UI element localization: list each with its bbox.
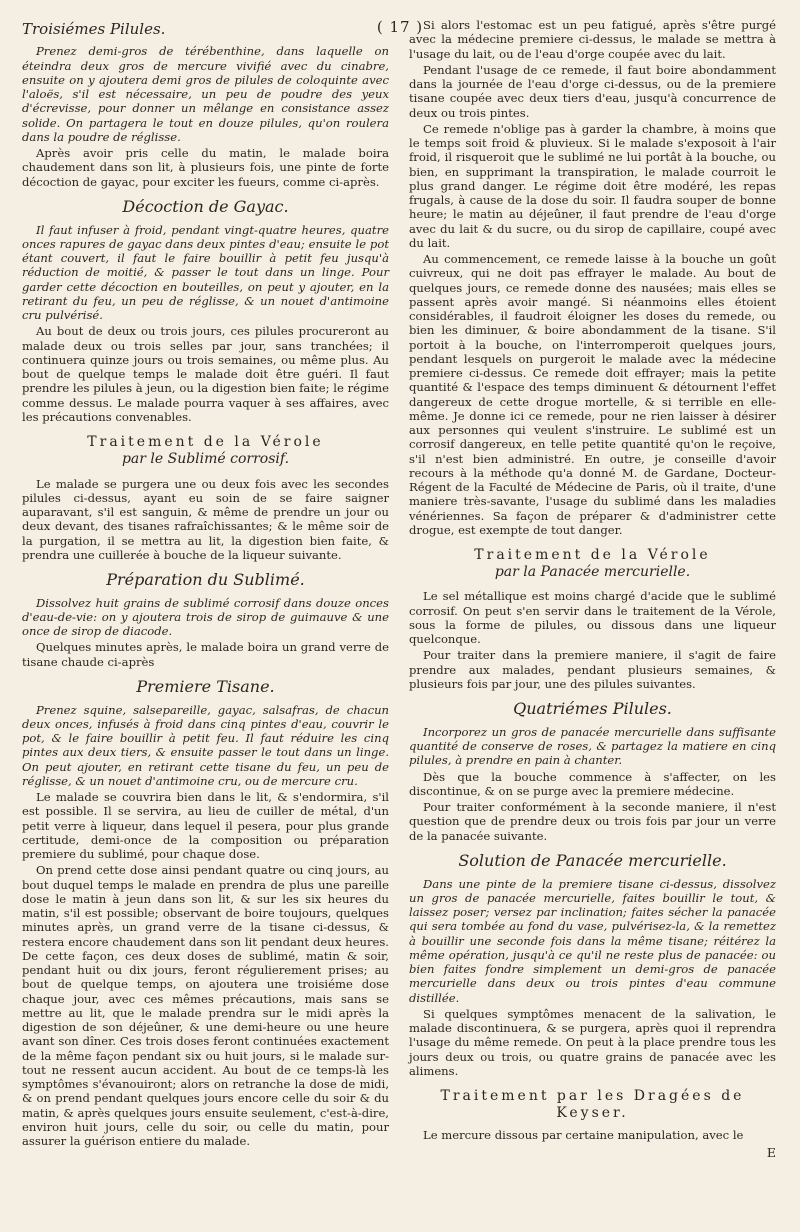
heading-dragees-keyser: Traitement par les Dragées de Keyser. [440, 1088, 745, 1122]
heading-premiere-tisane: Premiere Tisane. [136, 676, 275, 696]
paragraph: Prenez demi-gros de térébenthine, dans laquelle on éteindra deux gros de mercure vivifié avec du cinabre, ensuite on y ajoutera demi gros de pilules de coloquinte avec l'aloës, s'il est nécessaire, un peu de poudre des yeux d'écrevisse, pour donner un mêlange en consistance assez solide. On partagera le tout en douze pilules, qu'on roulera dans la poudre de réglisse. [22, 44, 389, 144]
paragraph: Le malade se couvrira bien dans le lit, & s'endormira, s'il est possible. Il se servira, au lieu de cuiller de métal, d'un petit verre à liqueur, dans lequel il pesera, pour plus grande certitude, demi-once de la composition ou préparation premiere du sublimé, pour chaque dose. [22, 790, 389, 862]
paragraph: Le mercure dissous par certaine manipulation, avec le [423, 1128, 744, 1143]
heading-solution-panacee: Solution de Panacée mercurielle. [458, 850, 727, 870]
paragraph: Ce remede n'oblige pas à garder la chambre, à moins que le temps soit froid & pluvieux. Si le malade s'exposoit à l'air froid, il risqueroit que le sublimé ne lui portât à la bouche, ou bien, en supprimant la transpiration, le malade courroit le plus grand danger. Le régime doit être modéré, les repas frugals, à cause de la dose du soir. Il faudra souper de bonne heure; le matin au déjeûner, il faut prendre de l'eau d'orge avec du lait & du sucre, ou du sirop de capillaire, coupé avec du lait. [409, 121, 776, 250]
paragraph: Le sel métallique est moins chargé d'acide que le sublimé corrosif. On peut s'en servir dans le traitement de la Vérole, sous la forme de pilules, ou dissous dans une liqueur quelconque. [409, 589, 776, 647]
paragraph: Dans une pinte de la premiere tisane ci-dessus, dissolvez un gros de panacée mercurielle, faites bouillir le tout, & laissez poser; versez par inclination; faites sécher la panacée qui sera tombée au fond du vase, pulvérisez-la, & la remettez à bouillir une seconde fois dans la même tisane; réitérez la même opération, jusqu'à ce qu'il ne reste plus de panacée: ou bien faites fondre simplement un demi-gros de panacée mercurielle dans deux ou trois pintes d'eau commune distillée. [409, 876, 776, 1005]
paragraph: Pour traiter conformément à la seconde maniere, il n'est question que de prendre deux ou trois fois par jour un verre de la panacée suivante. [409, 800, 776, 843]
heading-traitement-sublime: Traitement de la Vérole [87, 434, 324, 451]
right-column [409, 18, 776, 1160]
paragraph: Après avoir pris celle du matin, le malade boira chaudement dans son lit, à plusieurs fois, une pinte de forte décoction de gayac, pour exciter les fueurs, comme ci-après. [22, 146, 389, 189]
paragraph: Si alors l'estomac est un peu fatigué, après s'être purgé avec la médecine premiere ci-dessus, le malade se mettra à l'usage du lait, ou de l'eau d'orge coupée avec du lait. [409, 18, 776, 61]
heading-decoction-gayac: Décoction de Gayac. [122, 196, 289, 216]
paragraph: Le malade se purgera une ou deux fois avec les secondes pilules ci-dessus, ayant eu soin de se faire saigner auparavant, s'il est sanguin, & même de prendre un jour ou deux devant, des tisanes rafraîchissantes; & le même soir de la purgation, il se mettra au lit, la digestion bien faite, & prendra une cuillerée à bouche de la liqueur suivante. [22, 476, 389, 562]
heading-traitement-panacee: Traitement de la Vérole [474, 547, 711, 563]
paragraph: On prend cette dose ainsi pendant quatre ou cinq jours, au bout duquel temps le malade en prendra de plus une pareille dose le matin à jeun dans son lit, & sur les six heures du matin, s'il est possible; observant de boire toujours, quelques minutes après, un grand verre de la tisane ci-dessus, & restera encore chaudement dans son lit pendant deux heures. De cette façon, ces deux doses de sublimé, matin & soir, pendant huit ou dix jours, feront régulierement prises; au bout de quelque temps, on ajoutera une troisiéme dose chaque jour, avec ces mêmes précautions, mais sans se mettre au lit, que le malade prendra sur le midi après la digestion de son déjeûner, & une demi-heure ou une heure avant son dîner. Ces trois doses feront continuées exactement de la même façon pendant six ou huit jours, si le malade sur-tout ne ressent aucun accident. Au bout de ce temps-là les symptômes s'évanouiront; alors on retranche la dose de midi, & on prend pendant quelques jours encore celle du soir & du matin, & après quelques jours ensuite seulement, c'est-à-dire, environ huit jours, celle du soir, ou celle du matin, pour assurer la guérison entiere du malade. [22, 863, 389, 1149]
paragraph: Dissolvez huit grains de sublimé corrosif dans douze onces d'eau-de-vie: on y ajoutera trois de sirop de guimauve & une once de sirop de diacode. [22, 595, 389, 639]
subheading: par la Panacée mercurielle. [494, 564, 691, 581]
paragraph: Pendant l'usage de ce remede, il faut boire abondamment dans la journée de l'eau d'orge ci-dessus, ou de la premiere tisane coupée avec deux tiers d'eau, jusqu'à concurrence de deux ou trois pintes. [409, 62, 776, 120]
heading-troisiemes-pilules: Troisiémes Pilules. [22, 20, 166, 38]
paragraph: Prenez squine, salsepareille, gayac, salsafras, de chacun deux onces, infusés à froid dans cinq pintes d'eau, couvrir le pot, & le faire bouillir à petit feu. Il faut réduire les cinq pintes aux deux tiers, & ensuite passer le tout dans un linge. On peut ajouter, en retirant cette tisane du feu, un peu de réglisse, & un nouet d'antimoine cru, ou de mercure cru. [22, 702, 389, 788]
subheading: par le Sublimé corrosif. [121, 451, 290, 468]
page-number: ( 17 ) [376, 18, 424, 36]
heading-quatriemes-pilules: Quatriémes Pilules. [513, 699, 672, 719]
paragraph: Si quelques symptômes menacent de la salivation, le malade discontinuera, & se purgera, après quoi il reprendra l'usage du même remede. On peut à la place prendre tous les jours deux ou trois, ou quatre grains de panacée avec les alimens. [409, 1006, 776, 1078]
paragraph: Dès que la bouche commence à s'affecter, on les discontinue, & on se purge avec la premiere médecine. [409, 769, 776, 798]
paragraph: Pour traiter dans la premiere maniere, il s'agit de faire prendre aux malades, pendant plusieurs semaines, & plusieurs fois par jour, une des pilules suivantes. [409, 648, 776, 691]
paragraph: Au commencement, ce remede laisse à la bouche un goût cuivreux, qui ne doit pas effrayer le malade. Au bout de quelques jours, ce remede donne des nausées; mais elles se passent après avoir mangé. Si néanmoins elles étoient considérables, il faudroit éloigner les doses du remede, ou bien les diminuer, & boire abondamment de la tisane. S'il portoit à la bouche, on l'interromperoit quelques jours, pendant lesquels on purgeroit le malade avec la médecine premiere ci-dessus. Ce remede doit effrayer; mais la petite quantité & l'espace des temps diminuent & détournent l'effet dangereux de cette drogue mortelle, & si terrible en elle-même. Je donne ici ce remede, pour ne rien laisser à désirer aux personnes qui veulent s'instruire. Le sublimé est un corrosif dangereux, en telle petite quantité qu'on le reçoive, s'il n'est bien administré. En outre, je conseille d'avoir recours à la méthode qu'a donné M. de Gardane, Docteur-Régent de la Faculté de Médecine de Paris, où il traite, d'une maniere très-savante, l'usage du sublimé dans les maladies vénériennes. Sa façon de préparer & d'administrer cette drogue, est exempte de tout danger. [409, 252, 776, 537]
text-columns [22, 18, 778, 1160]
paragraph: Il faut infuser à froid, pendant vingt-quatre heures, quatre onces rapures de gayac dans deux pintes d'eau; ensuite le pot étant couvert, il faut le faire bouillir à petit feu jusqu'à réduction de moitié, & passer le tout dans un linge. Pour garder cette décoction en bouteilles, on peut y ajouter, en la retirant du feu, un peu de réglisse, & un nouet d'antimoine cru pulvérisé. [22, 222, 389, 323]
paragraph: Au bout de deux ou trois jours, ces pilules procureront au malade deux ou trois selles par jour, sans tranchées; il continuera quinze jours ou trois semaines, ou même plus. Au bout de quelque temps le malade doit être guéri. Il faut prendre les pilules à jeun, ou la digestion bien faite; le régime comme dessus. Le malade pourra vaquer à ses affaires, avec les précautions convenables. [22, 324, 389, 424]
catchword: E [766, 1144, 776, 1160]
paragraph: Incorporez un gros de panacée mercurielle dans suffisante quantité de conserve de roses, & partagez la matiere en cinq pilules, à prendre en pain à chanter. [409, 724, 776, 768]
paragraph: Quelques minutes après, le malade boira un grand verre de tisane chaude ci-après [22, 640, 389, 669]
heading-preparation-sublime: Préparation du Sublimé. [106, 570, 305, 590]
left-column [22, 18, 389, 1160]
